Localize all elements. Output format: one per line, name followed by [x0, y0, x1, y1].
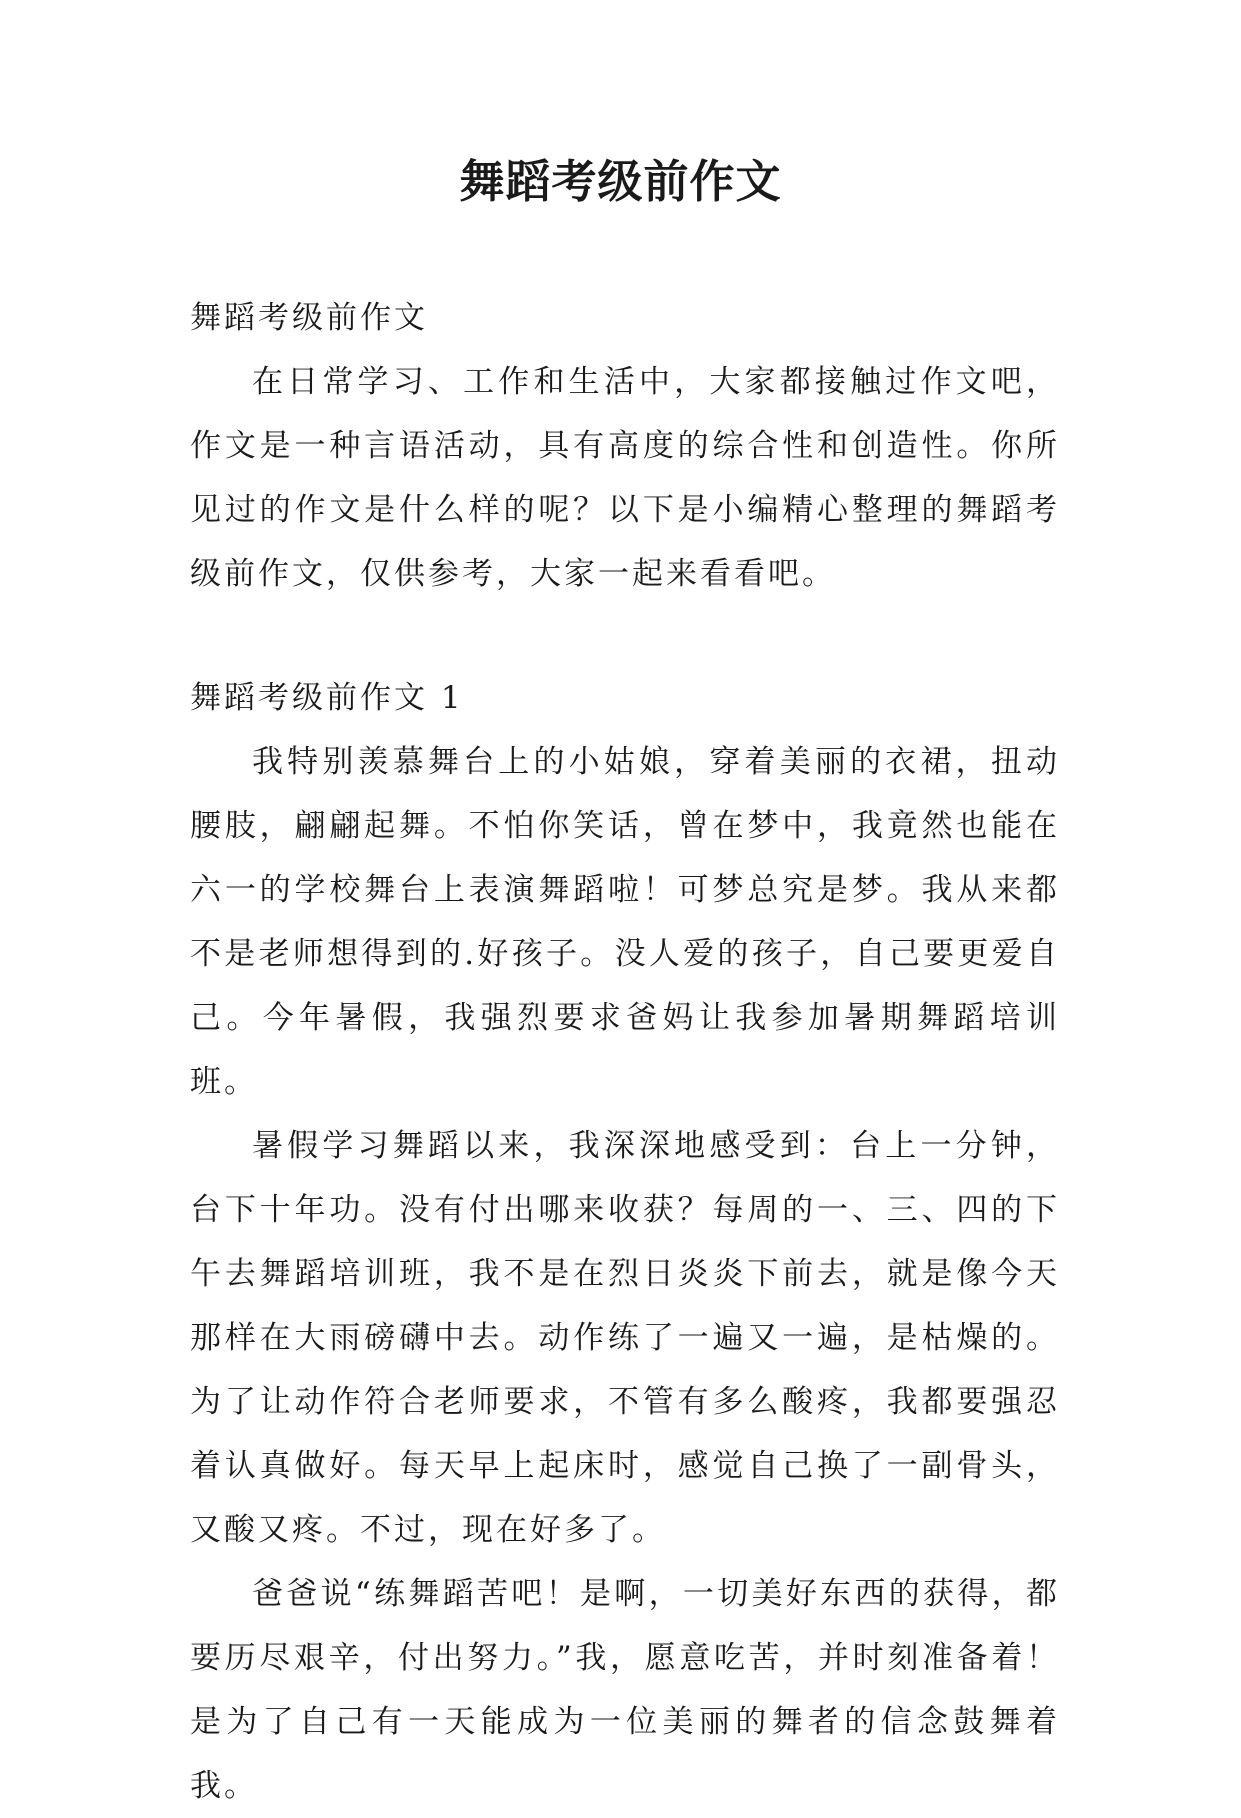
intro-paragraph: 在日常学习、工作和生活中，大家都接触过作文吧，作文是一种言语活动，具有高度的综合性和创造性。你所见过的作文是什么样的呢？以下是小编精心整理的舞蹈考级前作文，仅供参考，大家一起来看看吧。 — [190, 364, 1060, 592]
essay1-heading: 舞蹈考级前作文 1 — [190, 680, 464, 716]
essay1-paragraph-3: 爸爸说“练舞蹈苦吧！是啊，一切美好东西的获得，都要历尽艰辛，付出努力。”我，愿意吃苦，并时刻准备着！是为了自己有一天能成为一位美丽的舞者的信念鼓舞着我。 — [190, 1576, 1060, 1804]
document-title: 舞蹈考级前作文 — [459, 155, 782, 208]
section-spacer — [190, 606, 1060, 666]
document-body — [190, 286, 1060, 1818]
intro-heading: 舞蹈考级前作文 — [190, 300, 428, 336]
essay1-paragraph-2: 暑假学习舞蹈以来，我深深地感受到：台上一分钟，台下十年功。没有付出哪来收获？每周的一、三、四的下午去舞蹈培训班，我不是在烈日炎炎下前去，就是像今天那样在大雨磅礴中去。动作练了一遍又一遍，是枯燥的。为了让动作符合老师要求，不管有多么酸疼，我都要强忍着认真做好。每天早上起床时，感觉自己换了一副骨头，又酸又疼。不过，现在好多了。 — [190, 1128, 1060, 1548]
essay1-paragraph-1: 我特别羡慕舞台上的小姑娘，穿着美丽的衣裙，扭动腰肢，翩翩起舞。不怕你笑话，曾在梦中，我竟然也能在六一的学校舞台上表演舞蹈啦！可梦总究是梦。我从来都不是老师想得到的.好孩子。没人爱的孩子，自己要更爱自己。今年暑假，我强烈要求爸妈让我参加暑期舞蹈培训班。 — [190, 744, 1060, 1100]
